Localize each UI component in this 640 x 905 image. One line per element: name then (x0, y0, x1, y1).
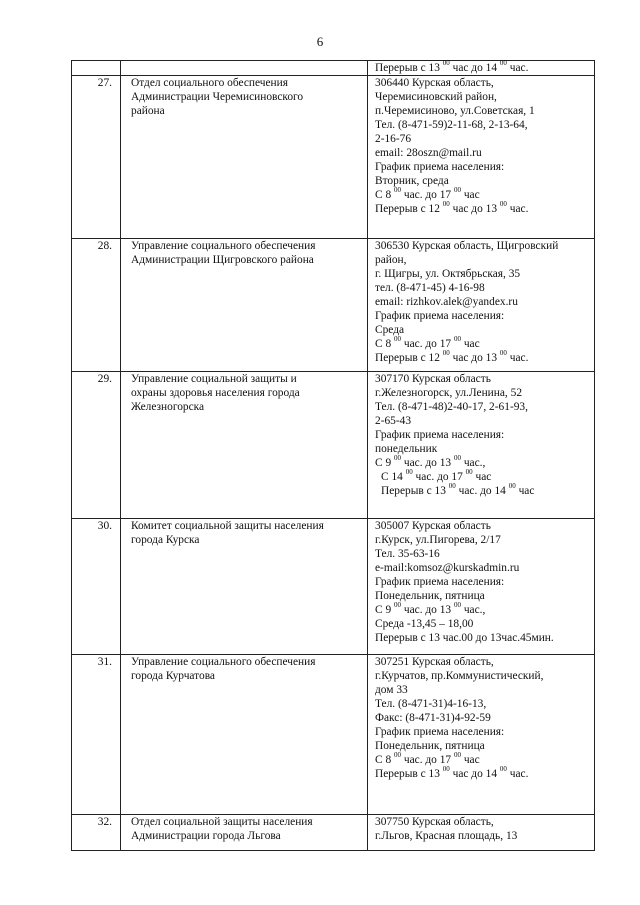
table-row (72, 239, 595, 372)
table-row (72, 815, 595, 851)
reception-hours: С 9 $^{00}$ час. до 13 $^{00}$ час., (375, 601, 486, 616)
table-row (72, 76, 595, 239)
organization-name: Управление социальной защиты и охраны здоровья населения города Железногорска (121, 372, 368, 519)
organizations-table (71, 60, 595, 851)
row-number: 28. (72, 239, 121, 372)
address-line: 307170 Курская область (375, 373, 491, 385)
address-line: дом 33 (375, 684, 408, 696)
schedule-label: График приема населения: (375, 726, 505, 738)
email-line: email: rizhkov.alek@yandex.ru (375, 296, 518, 308)
address-line: 306440 Курская область, (375, 77, 494, 89)
schedule-label: График приема населения: (375, 429, 505, 441)
address-line: г.Курск, ул.Пигорева, 2/17 (375, 534, 501, 546)
fax-line: Факс: (8-471-31)4-92-59 (375, 712, 491, 724)
address-line: 307750 Курская область, (375, 816, 494, 828)
contact-info (368, 76, 595, 239)
address-line: 305007 Курская область (375, 520, 491, 532)
schedule-label: График приема населения: (375, 576, 505, 588)
phone-line: 2-16-76 (375, 133, 412, 145)
table-row (72, 655, 595, 815)
name-cell (121, 61, 368, 76)
phone-line: Тел. (8-471-31)4-16-13, (375, 698, 487, 710)
reception-days: Понедельник, пятница (375, 740, 485, 752)
row-number: 32. (72, 815, 121, 851)
contact-info (368, 815, 595, 851)
schedule-label: График приема населения: (375, 161, 505, 173)
table-row-continuation (72, 61, 595, 76)
organization-name: Управление социального обеспечения города Курчатова (121, 655, 368, 815)
address-line: район, (375, 254, 407, 266)
contact-info (368, 239, 595, 372)
break-hours: Перерыв с 13 $^{00}$ час до 14 $^{00}$ час. (375, 59, 529, 74)
reception-days: понедельник (375, 443, 438, 455)
row-number: 27. (72, 76, 121, 239)
phone-line: тел. (8-471-45) 4-16-98 (375, 282, 485, 294)
address-line: г. Щигры, ул. Октябрьская, 35 (375, 268, 521, 280)
address-line: п.Черемисиново, ул.Советская, 1 (375, 105, 535, 117)
contact-info (368, 655, 595, 815)
contact-info (368, 519, 595, 655)
address-line: г.Железногорск, ул.Ленина, 52 (375, 387, 523, 399)
reception-hours: С 9 $^{00}$ час. до 13 $^{00}$ час., (375, 454, 486, 469)
email-line: email: 28oszn@mail.ru (375, 147, 482, 159)
organization-name: Комитет социальной защиты населения города Курска (121, 519, 368, 655)
address-line: г.Курчатов, пр.Коммунистический, (375, 670, 544, 682)
schedule-label: График приема населения: (375, 310, 505, 322)
phone-line: Тел. 35-63-16 (375, 548, 440, 560)
reception-days: Вторник, среда (375, 175, 449, 187)
address-line: г.Льгов, Красная площадь, 13 (375, 830, 518, 842)
address-line: 307251 Курская область, (375, 656, 494, 668)
address-line: 306530 Курская область, Щигровский (375, 240, 559, 252)
break-hours: Перерыв с 13 $^{00}$ час до 14 $^{00}$ час. (375, 765, 529, 780)
row-number: 29. (72, 372, 121, 519)
break-hours: Перерыв с 13 $^{00}$ час. до 14 $^{00}$ час (381, 482, 535, 497)
reception-hours: С 8 $^{00}$ час. до 17 $^{00}$ час (375, 186, 480, 201)
phone-line: 2-65-43 (375, 415, 412, 427)
contact-info (368, 372, 595, 519)
break-hours: Перерыв с 12 $^{00}$ час до 13 $^{00}$ час. (375, 349, 529, 364)
page-number: 6 (316, 34, 324, 49)
reception-days: Понедельник, пятница (375, 590, 485, 602)
row-number: 31. (72, 655, 121, 815)
number-cell (72, 61, 121, 76)
organization-name: Управление социального обеспечения Администрации Щигровского района (121, 239, 368, 372)
organization-name: Отдел социального обеспечения Администрации Черемисиновского района (121, 76, 368, 239)
address-line: Черемисиновский район, (375, 91, 497, 103)
reception-hours: С 14 $^{00}$ час. до 17 $^{00}$ час (381, 468, 492, 483)
break-hours: Перерыв с 12 $^{00}$ час до 13 $^{00}$ час. (375, 200, 529, 215)
phone-line: Тел. (8-471-48)2-40-17, 2-61-93, (375, 401, 528, 413)
email-line: e-mail:komsoz@kurskadmin.ru (375, 562, 520, 574)
row-number: 30. (72, 519, 121, 655)
table-row (72, 519, 595, 655)
reception-hours: С 8 $^{00}$ час. до 17 $^{00}$ час (375, 335, 480, 350)
reception-hours: С 8 $^{00}$ час. до 17 $^{00}$ час (375, 751, 480, 766)
info-cell (368, 61, 595, 76)
reception-hours-extra: Среда -13,45 – 18,00 (375, 618, 474, 630)
reception-days: Среда (375, 324, 405, 336)
break-hours: Перерыв с 13 час.00 до 13час.45мин. (375, 632, 554, 644)
table-row (72, 372, 595, 519)
phone-line: Тел. (8-471-59)2-11-68, 2-13-64, (375, 119, 528, 131)
organization-name: Отдел социальной защиты населения Администрации города Льгова (121, 815, 368, 851)
